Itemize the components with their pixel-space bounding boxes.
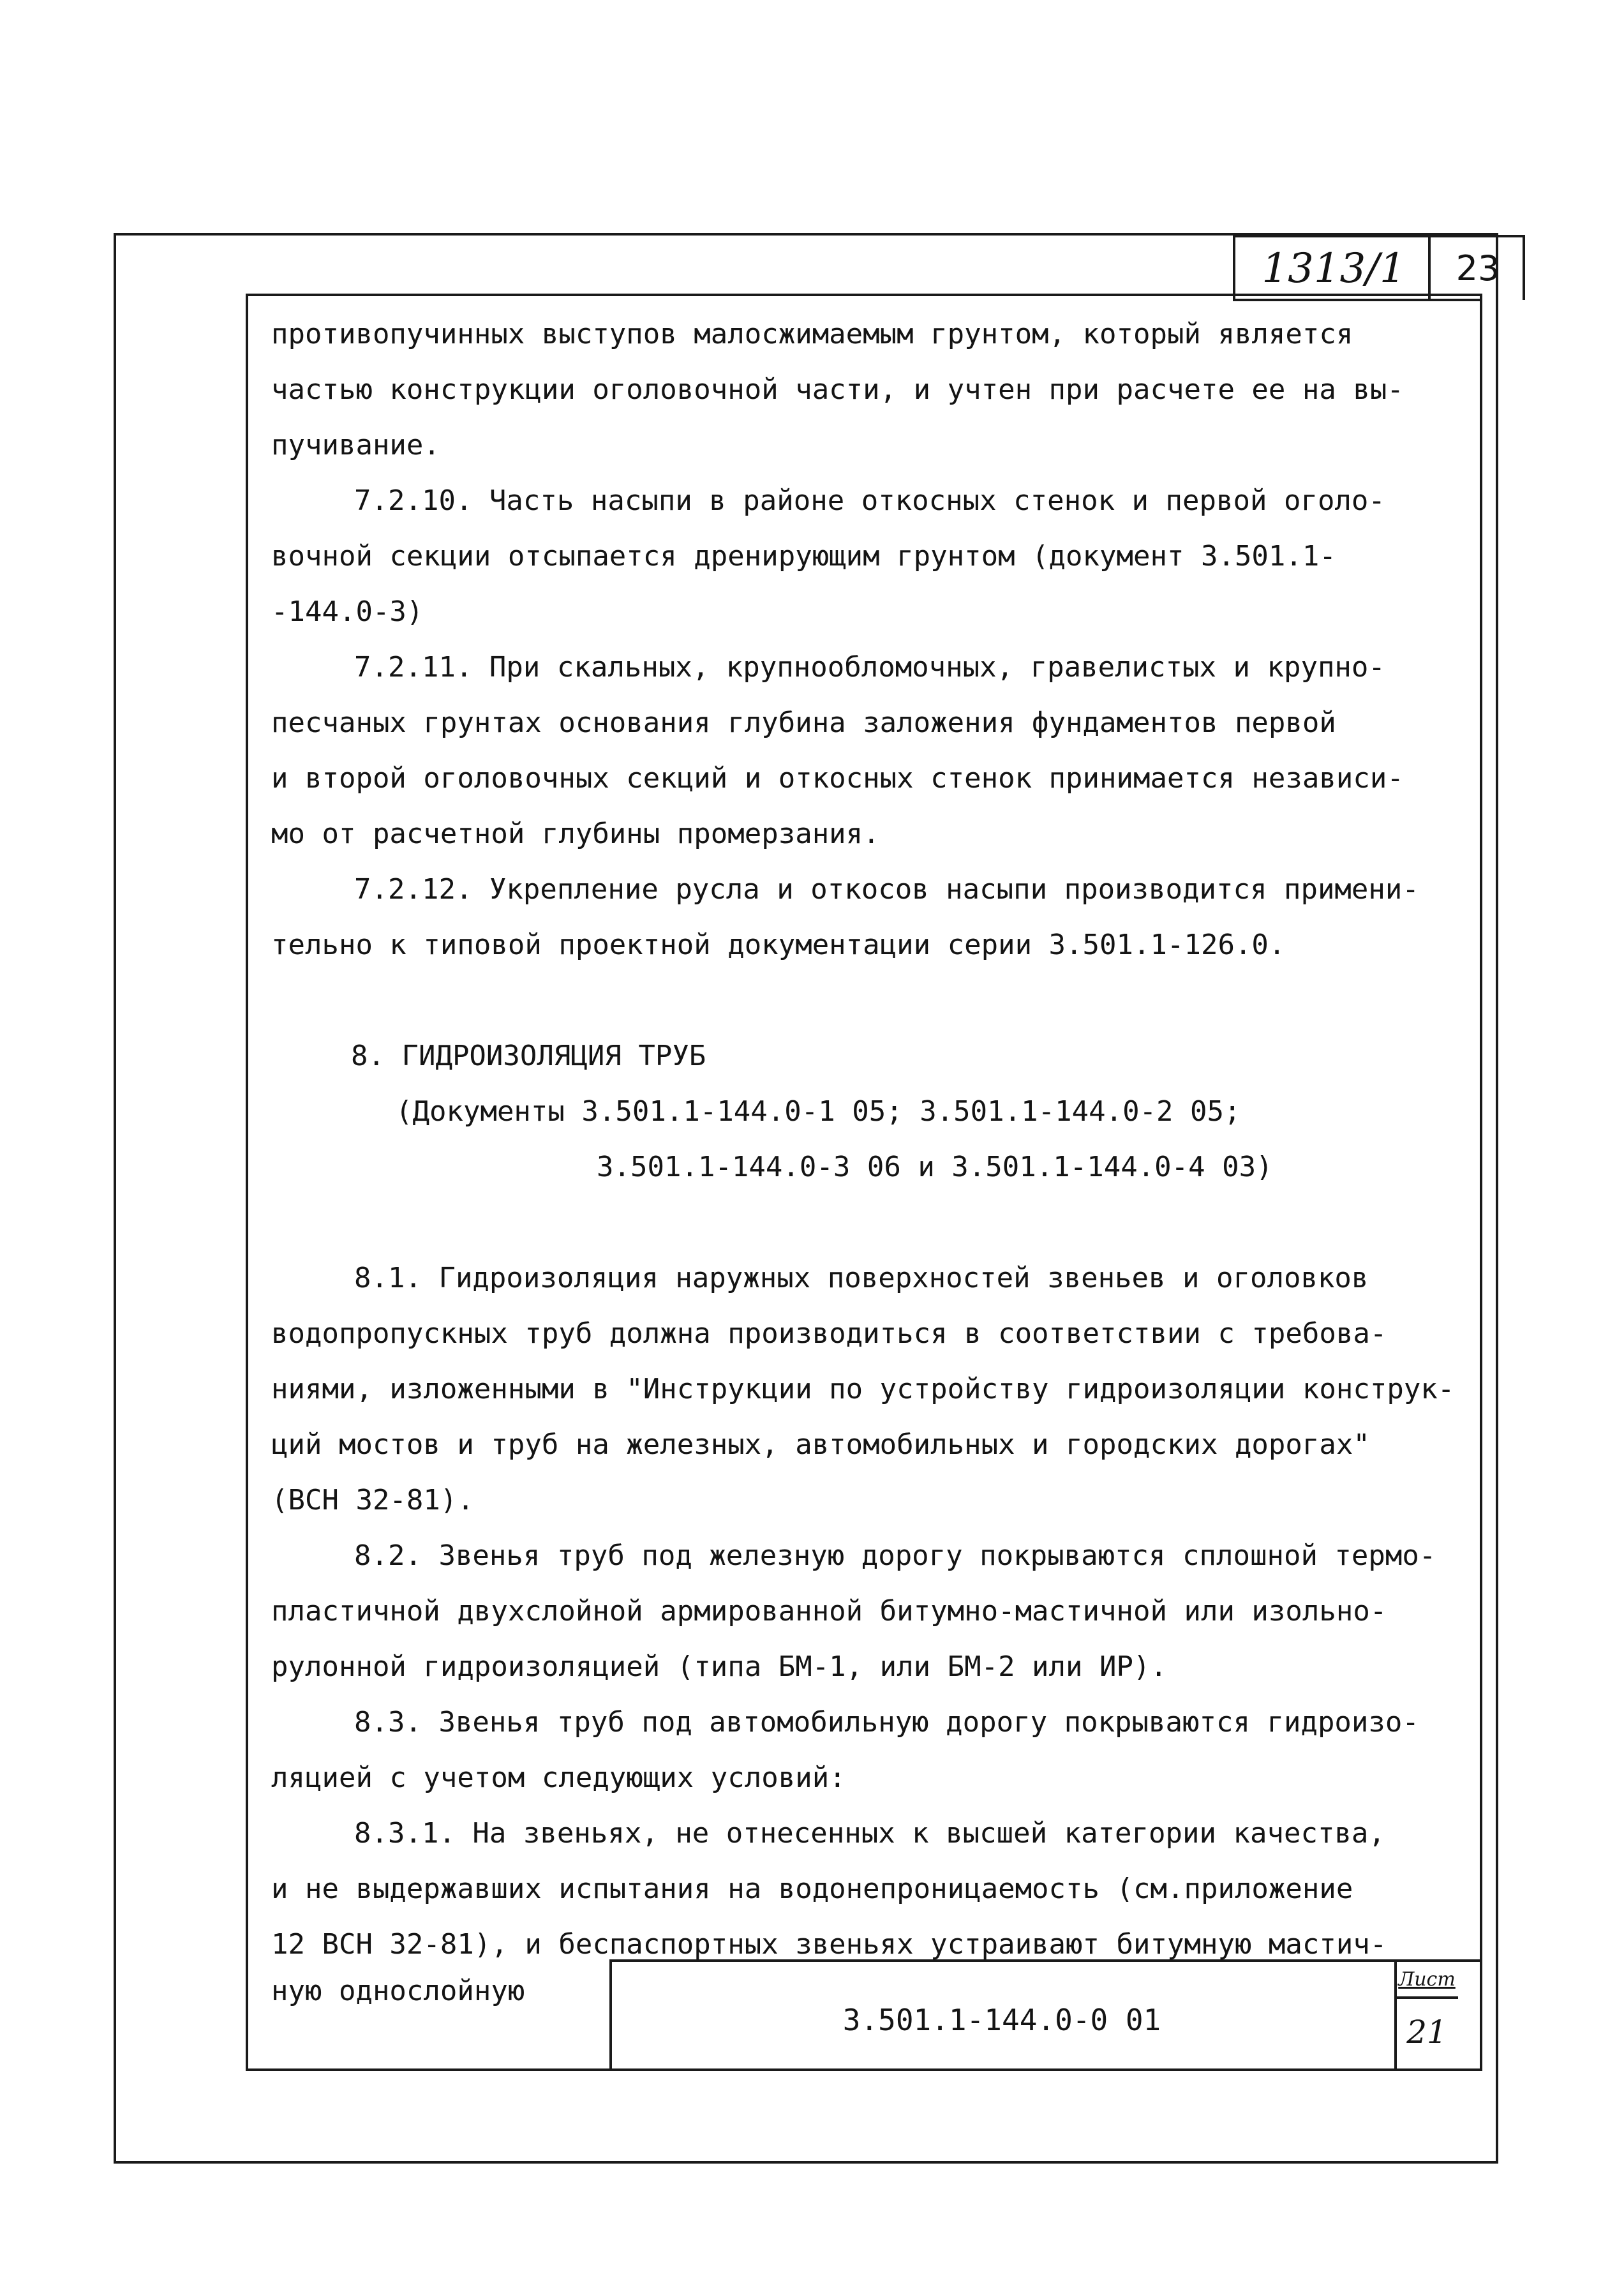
section-subheading: 3.501.1-144.0-3 06 и 3.501.1-144.0-4 03) [597, 1151, 1273, 1183]
text-line: мо от расчетной глубины промерзания. [271, 818, 880, 850]
text-line: тельно к типовой проектной документации серии 3.501.1-126.0. [271, 929, 1286, 961]
text-line: водопропускных труб должна производиться в соответствии с требова- [271, 1317, 1387, 1350]
text-line: и второй оголовочных секций и откосных стенок принимается независи- [271, 762, 1404, 795]
text-line: 12 ВСН 32-81), и беспаспортных звеньях устраивают битумную мастич- [271, 1928, 1387, 1961]
text-line: частью конструкции оголовочной части, и учтен при расчете ее на вы- [271, 373, 1404, 406]
text-line: -144.0-3) [271, 595, 424, 628]
text-line: рулонной гидроизоляцией (типа БМ-1, или БМ-2 или ИР). [271, 1650, 1167, 1683]
text-line: 7.2.11. При скальных, крупнообломочных, гравелистых и крупно- [354, 651, 1385, 684]
text-line: 7.2.12. Укрепление русла и откосов насыпи производится примени- [354, 873, 1419, 906]
stamp-number: 23 [1456, 248, 1500, 288]
text-line: пучивание. [271, 429, 440, 461]
text-line: 8.1. Гидроизоляция наружных поверхностей звеньев и оголовков [354, 1262, 1369, 1294]
text-line: (ВСН 32-81). [271, 1484, 474, 1516]
document-body [271, 306, 1458, 1972]
section-heading: 8. ГИДРОИЗОЛЯЦИЯ ТРУБ [351, 1040, 706, 1072]
text-line: вочной секции отсыпается дренирующим грунтом (документ 3.501.1- [271, 540, 1336, 572]
text-line-last: ную однослойную [271, 1975, 525, 2007]
text-line: ниями, изложенными в "Инструкции по устройству гидроизоляции конструк- [271, 1373, 1455, 1405]
spacer [271, 1195, 1458, 1250]
text-line: противопучинных выступов малосжимаемым грунтом, который является [271, 318, 1353, 350]
spacer [271, 973, 1458, 1028]
sheet-number: 21 [1406, 2014, 1447, 2051]
text-line: песчаных грунтах основания глубина заложения фундаментов первой [271, 707, 1336, 739]
stamp-divider [1428, 235, 1431, 300]
text-line: 8.3.1. На звеньях, не отнесенных к высшей категории качества, [354, 1817, 1385, 1850]
text-line: 8.3. Звенья труб под автомобильную дорогу покрываются гидроизо- [354, 1706, 1419, 1739]
stamp-underline [1233, 299, 1482, 301]
text-line: 7.2.10. Часть насыпи в районе откосных стенок и первой оголо- [354, 484, 1385, 517]
text-line: пластичной двухслойной армированной битумно-мастичной или изольно- [271, 1595, 1387, 1627]
section-subheading: (Документы 3.501.1-144.0-1 05; 3.501.1-144.0-2 05; [396, 1095, 1241, 1128]
text-line: и не выдержавших испытания на водонепроницаемость (см.приложение [271, 1873, 1353, 1905]
text-line: 8.2. Звенья труб под железную дорогу покрываются сплошной термо- [354, 1539, 1436, 1572]
title-block-code: 3.501.1-144.0-0 01 [842, 2003, 1161, 2037]
sheet-divider [1394, 1996, 1458, 1999]
text-line: ций мостов и труб на железных, автомобильных и городских дорогах" [271, 1428, 1370, 1461]
text-line: ляцией с учетом следующих условий: [271, 1762, 846, 1794]
sheet-label: Лист [1398, 1968, 1456, 1991]
stamp-code: 1313/1 [1262, 244, 1406, 292]
